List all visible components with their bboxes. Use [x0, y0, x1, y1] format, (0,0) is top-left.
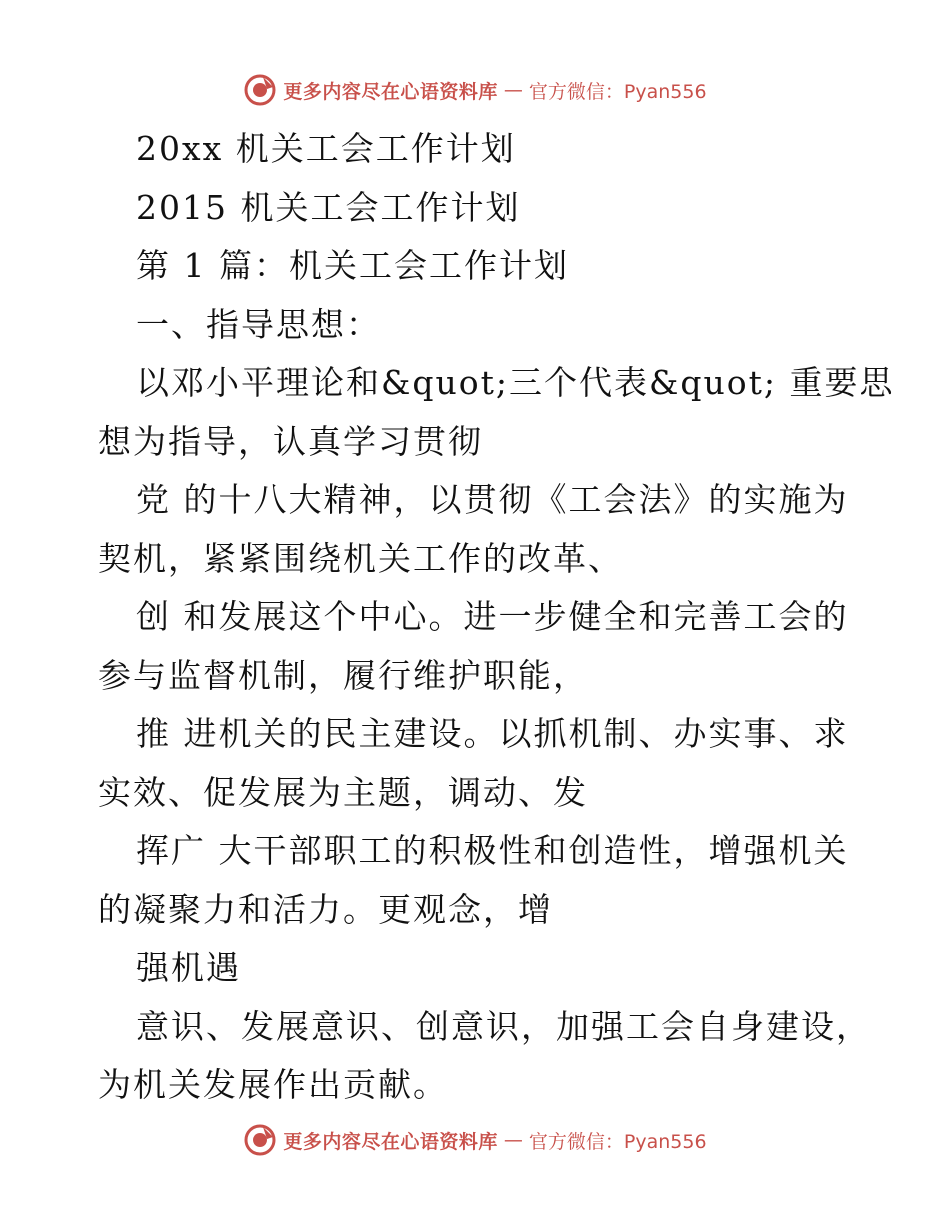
doc-paragraph-line: 强机遇 [136, 948, 241, 987]
doc-paragraph-line: 推 进机关的民主建设。以抓机制、办实事、求 [136, 714, 849, 753]
document-body [98, 120, 895, 1115]
doc-section-heading: 一、指导思想： [136, 304, 381, 344]
banner-dash: — [503, 79, 523, 101]
banner-wechat-text: 官方微信：Pyan556 [528, 1130, 707, 1153]
doc-paragraph-line: 的凝聚力和活力。更观念，增 [98, 889, 553, 929]
banner-site-text: 更多内容尽在心语资料库 [283, 1130, 498, 1153]
footer-banner [0, 1120, 950, 1160]
doc-subtitle-line: 2015 机关工会工作计划 [136, 187, 521, 227]
doc-paragraph-line: 党 的十八大精神，以贯彻《工会法》的实施为 [136, 480, 849, 519]
brand-logo-icon [243, 73, 277, 107]
header-banner [0, 70, 950, 110]
doc-paragraph-line: 意识、发展意识、创意识，加强工会自身建设， [136, 1006, 871, 1046]
banner-wechat-text: 官方微信：Pyan556 [528, 80, 707, 103]
doc-paragraph-line: 实效、促发展为主题，调动、发 [98, 772, 588, 812]
banner-site-text: 更多内容尽在心语资料库 [283, 80, 498, 103]
doc-paragraph-line: 创 和发展这个中心。进一步健全和完善工会的 [136, 597, 849, 636]
doc-paragraph-line: 以邓小平理论和&quot;三个代表&quot; 重要思 [136, 363, 895, 402]
doc-paragraph-line: 为机关发展作出贡献。 [98, 1065, 448, 1104]
banner-dash: — [503, 1129, 523, 1151]
doc-paragraph-line: 挥广 大干部职工的积极性和创造性，增强机关 [136, 831, 849, 870]
doc-paragraph-line: 想为指导，认真学习贯彻 [98, 421, 483, 461]
doc-title-line: 20xx 机关工会工作计划 [136, 129, 516, 168]
brand-logo-icon [243, 1123, 277, 1157]
doc-paragraph-line: 契机，紧紧围绕机关工作的改革、 [98, 538, 623, 578]
doc-chapter-line: 第 1 篇：机关工会工作计划 [136, 246, 569, 285]
doc-paragraph-line: 参与监督机制，履行维护职能， [98, 655, 588, 695]
